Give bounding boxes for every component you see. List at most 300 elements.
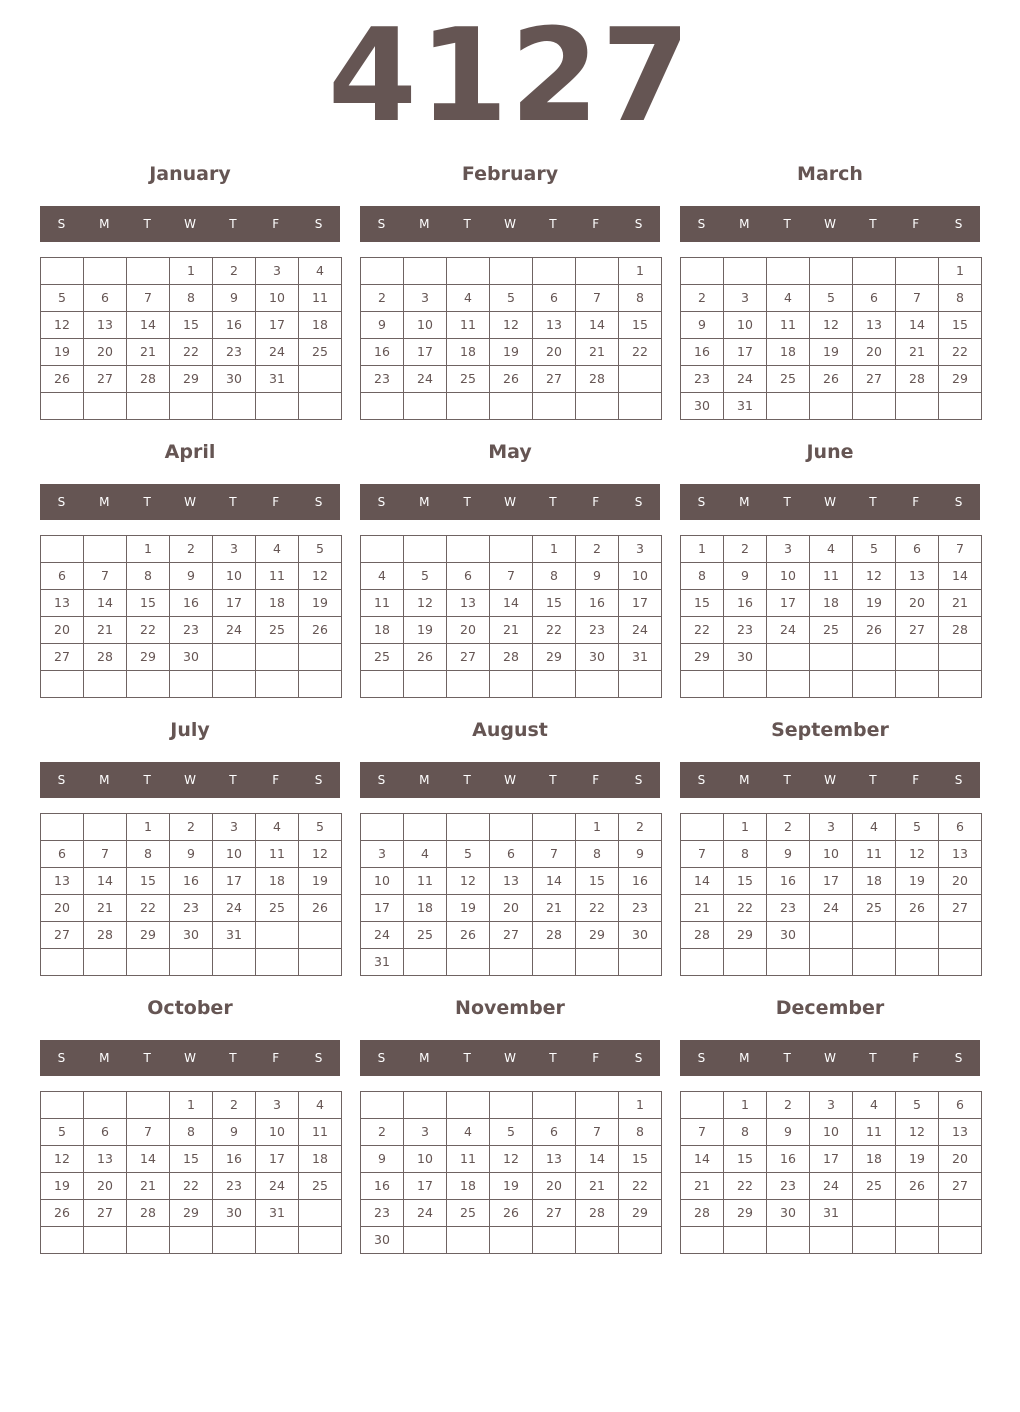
day-cell: 16 xyxy=(361,339,404,366)
day-cell: 16 xyxy=(170,868,213,895)
week-row xyxy=(681,949,982,976)
weekday-label: W xyxy=(184,1051,196,1065)
day-cell: 14 xyxy=(533,868,576,895)
day-cell: 30 xyxy=(619,922,662,949)
week-row xyxy=(41,536,342,563)
weekday-label: F xyxy=(592,495,600,509)
day-cell: 10 xyxy=(810,1119,853,1146)
day-cell: 13 xyxy=(41,590,84,617)
day-cell: 2 xyxy=(213,258,256,285)
day-cell: 5 xyxy=(896,814,939,841)
day-cell: 14 xyxy=(84,590,127,617)
weekday-label: T xyxy=(783,1051,791,1065)
weekday-label: M xyxy=(99,1051,110,1065)
day-cell: 16 xyxy=(681,339,724,366)
day-cell: 8 xyxy=(619,285,662,312)
day-cell: 29 xyxy=(939,366,982,393)
week-row xyxy=(361,895,662,922)
day-cell xyxy=(127,949,170,976)
day-cell xyxy=(896,922,939,949)
weekday-header xyxy=(360,206,660,242)
day-cell: 5 xyxy=(41,285,84,312)
week-row xyxy=(681,590,982,617)
weekday-label: T xyxy=(869,773,877,787)
day-cell: 5 xyxy=(299,536,342,563)
day-cell: 4 xyxy=(404,841,447,868)
week-row xyxy=(681,339,982,366)
weekday-label: S xyxy=(697,217,706,231)
weekday-header xyxy=(680,1040,980,1076)
day-cell xyxy=(447,1227,490,1254)
day-cell: 26 xyxy=(896,1173,939,1200)
day-cell: 5 xyxy=(404,563,447,590)
day-cell: 3 xyxy=(404,1119,447,1146)
day-cell: 16 xyxy=(213,312,256,339)
day-cell xyxy=(41,393,84,420)
day-cell: 23 xyxy=(213,1173,256,1200)
day-cell: 23 xyxy=(576,617,619,644)
day-cell: 7 xyxy=(84,563,127,590)
day-cell xyxy=(84,814,127,841)
day-cell xyxy=(447,536,490,563)
day-grid xyxy=(680,257,982,420)
day-cell: 9 xyxy=(213,285,256,312)
day-cell: 3 xyxy=(256,1092,299,1119)
day-cell xyxy=(810,258,853,285)
day-cell xyxy=(404,536,447,563)
weekday-label: W xyxy=(824,217,836,231)
month-name: September xyxy=(771,719,889,741)
day-cell: 13 xyxy=(84,312,127,339)
week-row xyxy=(41,617,342,644)
day-cell: 9 xyxy=(213,1119,256,1146)
day-cell xyxy=(361,536,404,563)
day-cell: 28 xyxy=(576,1200,619,1227)
week-row xyxy=(681,868,982,895)
day-cell: 28 xyxy=(84,644,127,671)
day-cell: 29 xyxy=(576,922,619,949)
weekday-label: T xyxy=(549,773,557,787)
day-cell xyxy=(853,644,896,671)
day-cell: 8 xyxy=(681,563,724,590)
weekday-label: T xyxy=(549,1051,557,1065)
day-cell: 29 xyxy=(170,366,213,393)
week-row xyxy=(41,366,342,393)
weekday-label: W xyxy=(504,495,516,509)
week-row xyxy=(361,868,662,895)
day-cell xyxy=(84,393,127,420)
day-cell: 8 xyxy=(619,1119,662,1146)
month-january xyxy=(40,159,340,386)
week-row xyxy=(361,922,662,949)
day-cell: 8 xyxy=(127,841,170,868)
day-cell: 15 xyxy=(619,1146,662,1173)
week-row xyxy=(41,949,342,976)
week-row xyxy=(361,644,662,671)
day-cell xyxy=(404,1227,447,1254)
day-cell: 19 xyxy=(299,590,342,617)
day-cell: 1 xyxy=(576,814,619,841)
day-cell xyxy=(127,671,170,698)
day-cell xyxy=(939,1227,982,1254)
day-cell xyxy=(84,671,127,698)
weekday-label: T xyxy=(229,1051,237,1065)
day-cell xyxy=(533,671,576,698)
day-cell xyxy=(767,644,810,671)
day-cell: 25 xyxy=(767,366,810,393)
week-row xyxy=(41,393,342,420)
day-cell xyxy=(490,814,533,841)
day-cell: 18 xyxy=(767,339,810,366)
weekday-label: M xyxy=(739,495,750,509)
day-cell: 13 xyxy=(41,868,84,895)
day-cell: 6 xyxy=(853,285,896,312)
day-cell: 15 xyxy=(533,590,576,617)
weekday-label: W xyxy=(504,773,516,787)
day-cell: 25 xyxy=(853,1173,896,1200)
day-cell: 19 xyxy=(490,1173,533,1200)
day-cell: 12 xyxy=(41,1146,84,1173)
day-cell: 22 xyxy=(681,617,724,644)
weekday-label: M xyxy=(99,495,110,509)
day-cell xyxy=(490,671,533,698)
day-cell xyxy=(619,671,662,698)
weekday-label: M xyxy=(739,1051,750,1065)
week-row xyxy=(361,1200,662,1227)
day-cell: 7 xyxy=(84,841,127,868)
day-cell: 7 xyxy=(681,841,724,868)
day-cell xyxy=(256,922,299,949)
day-cell: 20 xyxy=(533,339,576,366)
day-cell xyxy=(170,671,213,698)
week-row xyxy=(681,366,982,393)
day-grid xyxy=(680,535,982,698)
day-cell: 22 xyxy=(127,617,170,644)
day-cell: 30 xyxy=(576,644,619,671)
day-cell xyxy=(447,258,490,285)
day-cell: 9 xyxy=(170,841,213,868)
day-cell: 29 xyxy=(533,644,576,671)
weekday-label: W xyxy=(184,495,196,509)
weekday-label: F xyxy=(272,773,280,787)
day-cell: 21 xyxy=(939,590,982,617)
day-cell: 18 xyxy=(299,312,342,339)
day-cell xyxy=(84,536,127,563)
week-row xyxy=(41,1092,342,1119)
day-cell: 17 xyxy=(256,1146,299,1173)
weekday-label: S xyxy=(697,773,706,787)
day-cell xyxy=(533,949,576,976)
day-cell: 23 xyxy=(724,617,767,644)
day-cell: 13 xyxy=(939,841,982,868)
day-cell: 15 xyxy=(127,868,170,895)
day-cell xyxy=(404,814,447,841)
day-cell: 27 xyxy=(896,617,939,644)
day-cell: 23 xyxy=(619,895,662,922)
day-cell: 31 xyxy=(213,922,256,949)
day-cell xyxy=(299,393,342,420)
day-cell: 29 xyxy=(127,922,170,949)
week-row xyxy=(681,312,982,339)
week-row xyxy=(361,590,662,617)
day-cell: 31 xyxy=(361,949,404,976)
day-cell: 29 xyxy=(127,644,170,671)
day-cell: 25 xyxy=(299,1173,342,1200)
weekday-label: T xyxy=(143,217,151,231)
day-cell: 30 xyxy=(361,1227,404,1254)
day-cell xyxy=(447,1092,490,1119)
day-cell: 1 xyxy=(939,258,982,285)
week-row xyxy=(361,258,662,285)
weekday-label: S xyxy=(377,1051,386,1065)
weekday-header xyxy=(680,762,980,798)
day-cell xyxy=(213,393,256,420)
day-cell: 17 xyxy=(767,590,810,617)
day-cell: 10 xyxy=(724,312,767,339)
day-cell: 9 xyxy=(619,841,662,868)
day-cell: 3 xyxy=(256,258,299,285)
day-cell xyxy=(490,393,533,420)
weekday-header xyxy=(40,484,340,520)
day-cell: 20 xyxy=(853,339,896,366)
day-cell: 12 xyxy=(299,563,342,590)
day-cell xyxy=(939,949,982,976)
day-cell: 21 xyxy=(84,895,127,922)
day-cell: 31 xyxy=(619,644,662,671)
month-name: February xyxy=(461,163,559,185)
day-cell: 9 xyxy=(170,563,213,590)
weekday-label: S xyxy=(954,773,963,787)
day-cell: 20 xyxy=(490,895,533,922)
day-cell xyxy=(170,949,213,976)
day-cell: 20 xyxy=(939,1146,982,1173)
day-cell: 27 xyxy=(84,1200,127,1227)
day-cell: 4 xyxy=(853,814,896,841)
day-cell xyxy=(404,1092,447,1119)
day-cell: 3 xyxy=(810,814,853,841)
week-row xyxy=(41,1119,342,1146)
day-cell: 1 xyxy=(533,536,576,563)
day-cell xyxy=(681,814,724,841)
day-cell xyxy=(939,644,982,671)
day-cell: 2 xyxy=(619,814,662,841)
week-row xyxy=(361,617,662,644)
day-cell: 2 xyxy=(767,1092,810,1119)
month-april xyxy=(40,437,340,664)
week-row xyxy=(41,1227,342,1254)
day-cell: 22 xyxy=(619,1173,662,1200)
day-cell: 21 xyxy=(681,1173,724,1200)
month-name: May xyxy=(488,441,532,463)
day-cell: 4 xyxy=(447,1119,490,1146)
day-grid xyxy=(360,1091,662,1254)
day-cell: 26 xyxy=(299,617,342,644)
week-row xyxy=(681,922,982,949)
week-row xyxy=(41,895,342,922)
day-cell: 14 xyxy=(490,590,533,617)
day-cell xyxy=(404,393,447,420)
day-grid xyxy=(360,535,662,698)
weekday-label: S xyxy=(697,1051,706,1065)
day-cell: 16 xyxy=(213,1146,256,1173)
day-cell: 23 xyxy=(170,895,213,922)
day-cell: 29 xyxy=(619,1200,662,1227)
day-cell: 2 xyxy=(213,1092,256,1119)
day-cell xyxy=(84,258,127,285)
weekday-label: W xyxy=(504,217,516,231)
day-cell: 3 xyxy=(619,536,662,563)
day-cell: 23 xyxy=(767,895,810,922)
week-row xyxy=(41,1173,342,1200)
day-cell: 1 xyxy=(681,536,724,563)
day-cell: 9 xyxy=(724,563,767,590)
day-cell: 7 xyxy=(576,285,619,312)
day-cell: 21 xyxy=(896,339,939,366)
week-row xyxy=(681,563,982,590)
day-cell xyxy=(576,393,619,420)
day-cell: 21 xyxy=(127,339,170,366)
day-cell: 22 xyxy=(724,1173,767,1200)
day-cell: 6 xyxy=(533,285,576,312)
day-cell: 16 xyxy=(767,1146,810,1173)
day-cell: 3 xyxy=(810,1092,853,1119)
day-cell xyxy=(41,1092,84,1119)
day-cell: 19 xyxy=(447,895,490,922)
day-cell: 12 xyxy=(404,590,447,617)
day-cell: 15 xyxy=(724,868,767,895)
day-cell xyxy=(299,671,342,698)
week-row xyxy=(361,671,662,698)
day-cell: 8 xyxy=(724,1119,767,1146)
month-name: June xyxy=(806,441,854,463)
day-cell xyxy=(533,258,576,285)
day-cell: 5 xyxy=(853,536,896,563)
weekday-label: S xyxy=(634,217,643,231)
day-cell: 20 xyxy=(896,590,939,617)
weekday-label: T xyxy=(869,495,877,509)
day-cell: 25 xyxy=(810,617,853,644)
week-row xyxy=(681,841,982,868)
day-grid xyxy=(40,1091,342,1254)
day-cell: 26 xyxy=(299,895,342,922)
day-cell: 5 xyxy=(490,1119,533,1146)
day-cell xyxy=(939,922,982,949)
day-cell: 16 xyxy=(170,590,213,617)
day-cell: 18 xyxy=(810,590,853,617)
weekday-label: T xyxy=(463,217,471,231)
day-cell xyxy=(533,393,576,420)
week-row xyxy=(41,814,342,841)
day-cell xyxy=(939,393,982,420)
day-cell: 28 xyxy=(127,366,170,393)
day-cell: 6 xyxy=(939,1092,982,1119)
month-name: July xyxy=(170,719,210,741)
day-cell: 26 xyxy=(41,1200,84,1227)
weekday-label: S xyxy=(57,1051,66,1065)
day-cell xyxy=(170,1227,213,1254)
day-cell: 29 xyxy=(724,922,767,949)
weekday-label: T xyxy=(869,217,877,231)
day-cell xyxy=(853,1200,896,1227)
day-cell: 1 xyxy=(619,258,662,285)
day-cell: 4 xyxy=(767,285,810,312)
weekday-label: W xyxy=(824,773,836,787)
day-cell: 13 xyxy=(533,312,576,339)
day-cell: 11 xyxy=(256,841,299,868)
weekday-label: M xyxy=(419,1051,430,1065)
day-cell: 10 xyxy=(213,841,256,868)
day-cell xyxy=(939,671,982,698)
day-cell: 13 xyxy=(533,1146,576,1173)
year-title: 4127 xyxy=(327,2,693,151)
day-cell: 15 xyxy=(619,312,662,339)
weekday-label: M xyxy=(419,773,430,787)
day-cell: 9 xyxy=(361,1146,404,1173)
day-cell: 1 xyxy=(170,1092,213,1119)
day-cell: 26 xyxy=(810,366,853,393)
week-row xyxy=(361,1227,662,1254)
day-cell: 2 xyxy=(576,536,619,563)
day-cell: 15 xyxy=(170,1146,213,1173)
day-cell: 16 xyxy=(767,868,810,895)
week-row xyxy=(361,563,662,590)
day-cell: 9 xyxy=(681,312,724,339)
day-cell xyxy=(361,671,404,698)
day-cell xyxy=(299,922,342,949)
day-cell: 11 xyxy=(767,312,810,339)
day-cell: 18 xyxy=(853,1146,896,1173)
day-cell xyxy=(490,536,533,563)
day-cell xyxy=(724,258,767,285)
day-cell: 10 xyxy=(213,563,256,590)
day-cell xyxy=(256,644,299,671)
day-cell: 23 xyxy=(213,339,256,366)
weekday-label: T xyxy=(549,217,557,231)
day-cell: 26 xyxy=(490,1200,533,1227)
day-cell xyxy=(576,1092,619,1119)
day-cell: 7 xyxy=(127,1119,170,1146)
day-cell xyxy=(810,393,853,420)
day-cell: 11 xyxy=(447,1146,490,1173)
day-cell: 29 xyxy=(170,1200,213,1227)
day-cell xyxy=(127,1092,170,1119)
day-cell: 17 xyxy=(724,339,767,366)
day-cell: 14 xyxy=(896,312,939,339)
day-cell: 15 xyxy=(170,312,213,339)
week-row xyxy=(681,258,982,285)
weekday-label: T xyxy=(229,495,237,509)
day-cell xyxy=(213,671,256,698)
day-cell: 1 xyxy=(724,1092,767,1119)
day-grid xyxy=(680,1091,982,1254)
day-cell: 21 xyxy=(533,895,576,922)
week-row xyxy=(41,312,342,339)
day-cell: 17 xyxy=(810,868,853,895)
day-cell: 19 xyxy=(896,1146,939,1173)
weekday-header xyxy=(360,1040,660,1076)
week-row xyxy=(41,841,342,868)
day-cell: 20 xyxy=(533,1173,576,1200)
week-row xyxy=(361,814,662,841)
day-cell: 8 xyxy=(724,841,767,868)
day-cell: 22 xyxy=(170,339,213,366)
day-cell xyxy=(810,644,853,671)
day-cell: 21 xyxy=(490,617,533,644)
day-cell: 28 xyxy=(896,366,939,393)
weekday-label: F xyxy=(272,495,280,509)
week-row xyxy=(361,393,662,420)
day-cell: 25 xyxy=(256,617,299,644)
